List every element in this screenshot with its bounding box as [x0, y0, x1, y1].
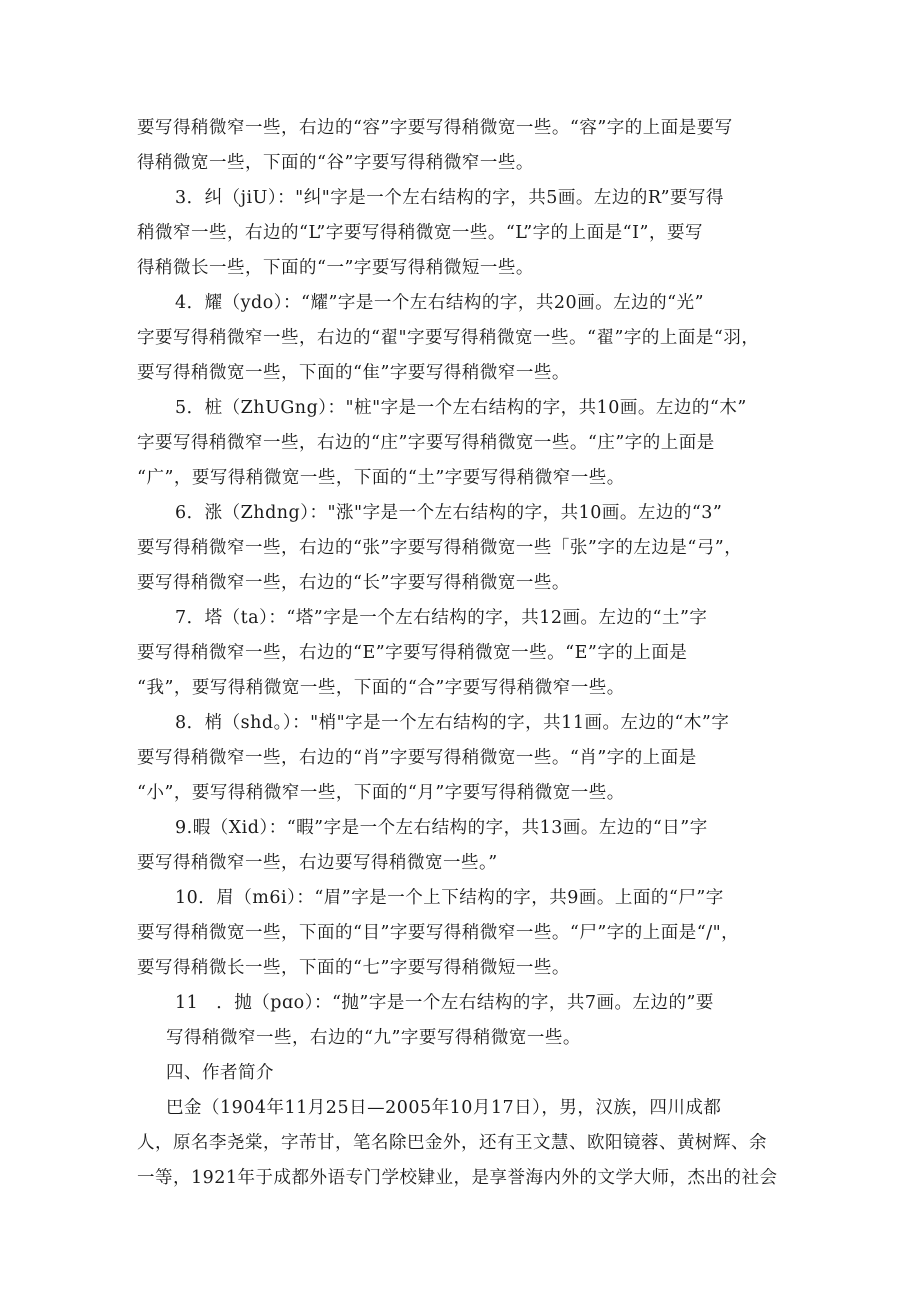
text-line: 字要写得稍微窄一些，右边的“庄”字要写得稍微宽一些。“庄”字的上面是	[137, 433, 715, 453]
text-line: 要写得稍微窄一些，右边的“长”字要写得稍微宽一些。	[137, 573, 570, 593]
item-10-line: 10．眉（m6i）：“眉”字是一个上下结构的字，共9画。上面的“尸”字	[175, 888, 724, 908]
text-line: 要写得稍微窄一些，右边要写得稍微宽一些。”	[137, 853, 498, 873]
text-line: 字要写得稍微窄一些，右边的“翟"字要写得稍微宽一些。“翟”字的上面是“羽，	[137, 328, 760, 348]
item-3-line: 3．纠（jiU）："纠"字是一个左右结构的字，共5画。左边的R”要写得	[175, 188, 725, 208]
text-line: 要写得稍微窄一些，右边的“容”字要写得稍微宽一些。“容”字的上面是要写	[137, 118, 733, 138]
item-9-line: 9.暇（Xid）：“暇”字是一个左右结构的字，共13画。左边的“日”字	[175, 818, 708, 838]
text-line: 一等，1921年于成都外语专门学校肄业，是享誉海内外的文学大师，杰出的社会	[137, 1168, 778, 1188]
item-6-line: 6．涨（Zhdng）："涨"字是一个左右结构的字，共10画。左边的“3”	[175, 503, 723, 523]
text-line: 得稍微宽一些，下面的“谷”字要写得稍微窄一些。	[137, 153, 534, 173]
text-line: 人，原名李尧棠，字芾甘，笔名除巴金外，还有王文慧、欧阳镜蓉、黄树辉、余	[137, 1133, 767, 1153]
text-line: 要写得稍微窄一些，右边的“肖”字要写得稍微宽一些。“肖”字的上面是	[137, 748, 697, 768]
text-line: 要写得稍微窄一些，右边的“张”字要写得稍微宽一些「张”字的左边是“弓”，	[137, 538, 743, 558]
text-line: 要写得稍微窄一些，右边的“E”字要写得稍微宽一些。“E”字的上面是	[137, 643, 688, 663]
text-line: 要写得稍微宽一些，下面的“隹”字要写得稍微窄一些。	[137, 363, 570, 383]
text-line: 稍微窄一些，右边的“L”字要写得稍微宽一些。“L”字的上面是“I”，要写	[137, 223, 703, 243]
item-8-line: 8．梢（shd。）："梢"字是一个左右结构的字，共11画。左边的“木”字	[175, 713, 730, 733]
text-line: “我”，要写得稍微宽一些，下面的“合”字要写得稍微窄一些。	[137, 678, 625, 698]
section-heading: 四、作者简介	[166, 1063, 274, 1083]
text-line: 得稍微长一些，下面的“一”字要写得稍微短一些。	[137, 258, 534, 278]
text-line: 要写得稍微长一些，下面的“七”字要写得稍微短一些。	[137, 958, 570, 978]
author-paragraph-line: 巴金（1904年11月25日—2005年10月17日），男，汉族，四川成都	[166, 1098, 722, 1118]
item-5-line: 5．桩（ZhUGng）："桩"字是一个左右结构的字，共10画。左边的“木”	[175, 398, 747, 418]
text-line: 写得稍微窄一些，右边的“九”字要写得稍微宽一些。	[166, 1028, 581, 1048]
text-line: “广”，要写得稍微宽一些，下面的“土”字要写得稍微窄一些。	[137, 468, 625, 488]
text-line: 要写得稍微宽一些，下面的“目”字要写得稍微窄一些。“尸”字的上面是“/"，	[137, 923, 740, 943]
text-line: “小”，要写得稍微窄一些，下面的“月”字要写得稍微宽一些。	[137, 783, 625, 803]
item-7-line: 7．塔（ta）：“塔”字是一个左右结构的字，共12画。左边的“土”字	[175, 608, 708, 628]
item-11-line: 11 ．抛（pɑo）：“抛”字是一个左右结构的字，共7画。左边的”要	[175, 993, 714, 1013]
item-4-line: 4．耀（ydo）：“耀”字是一个左右结构的字，共20画。左边的“光”	[175, 293, 705, 313]
